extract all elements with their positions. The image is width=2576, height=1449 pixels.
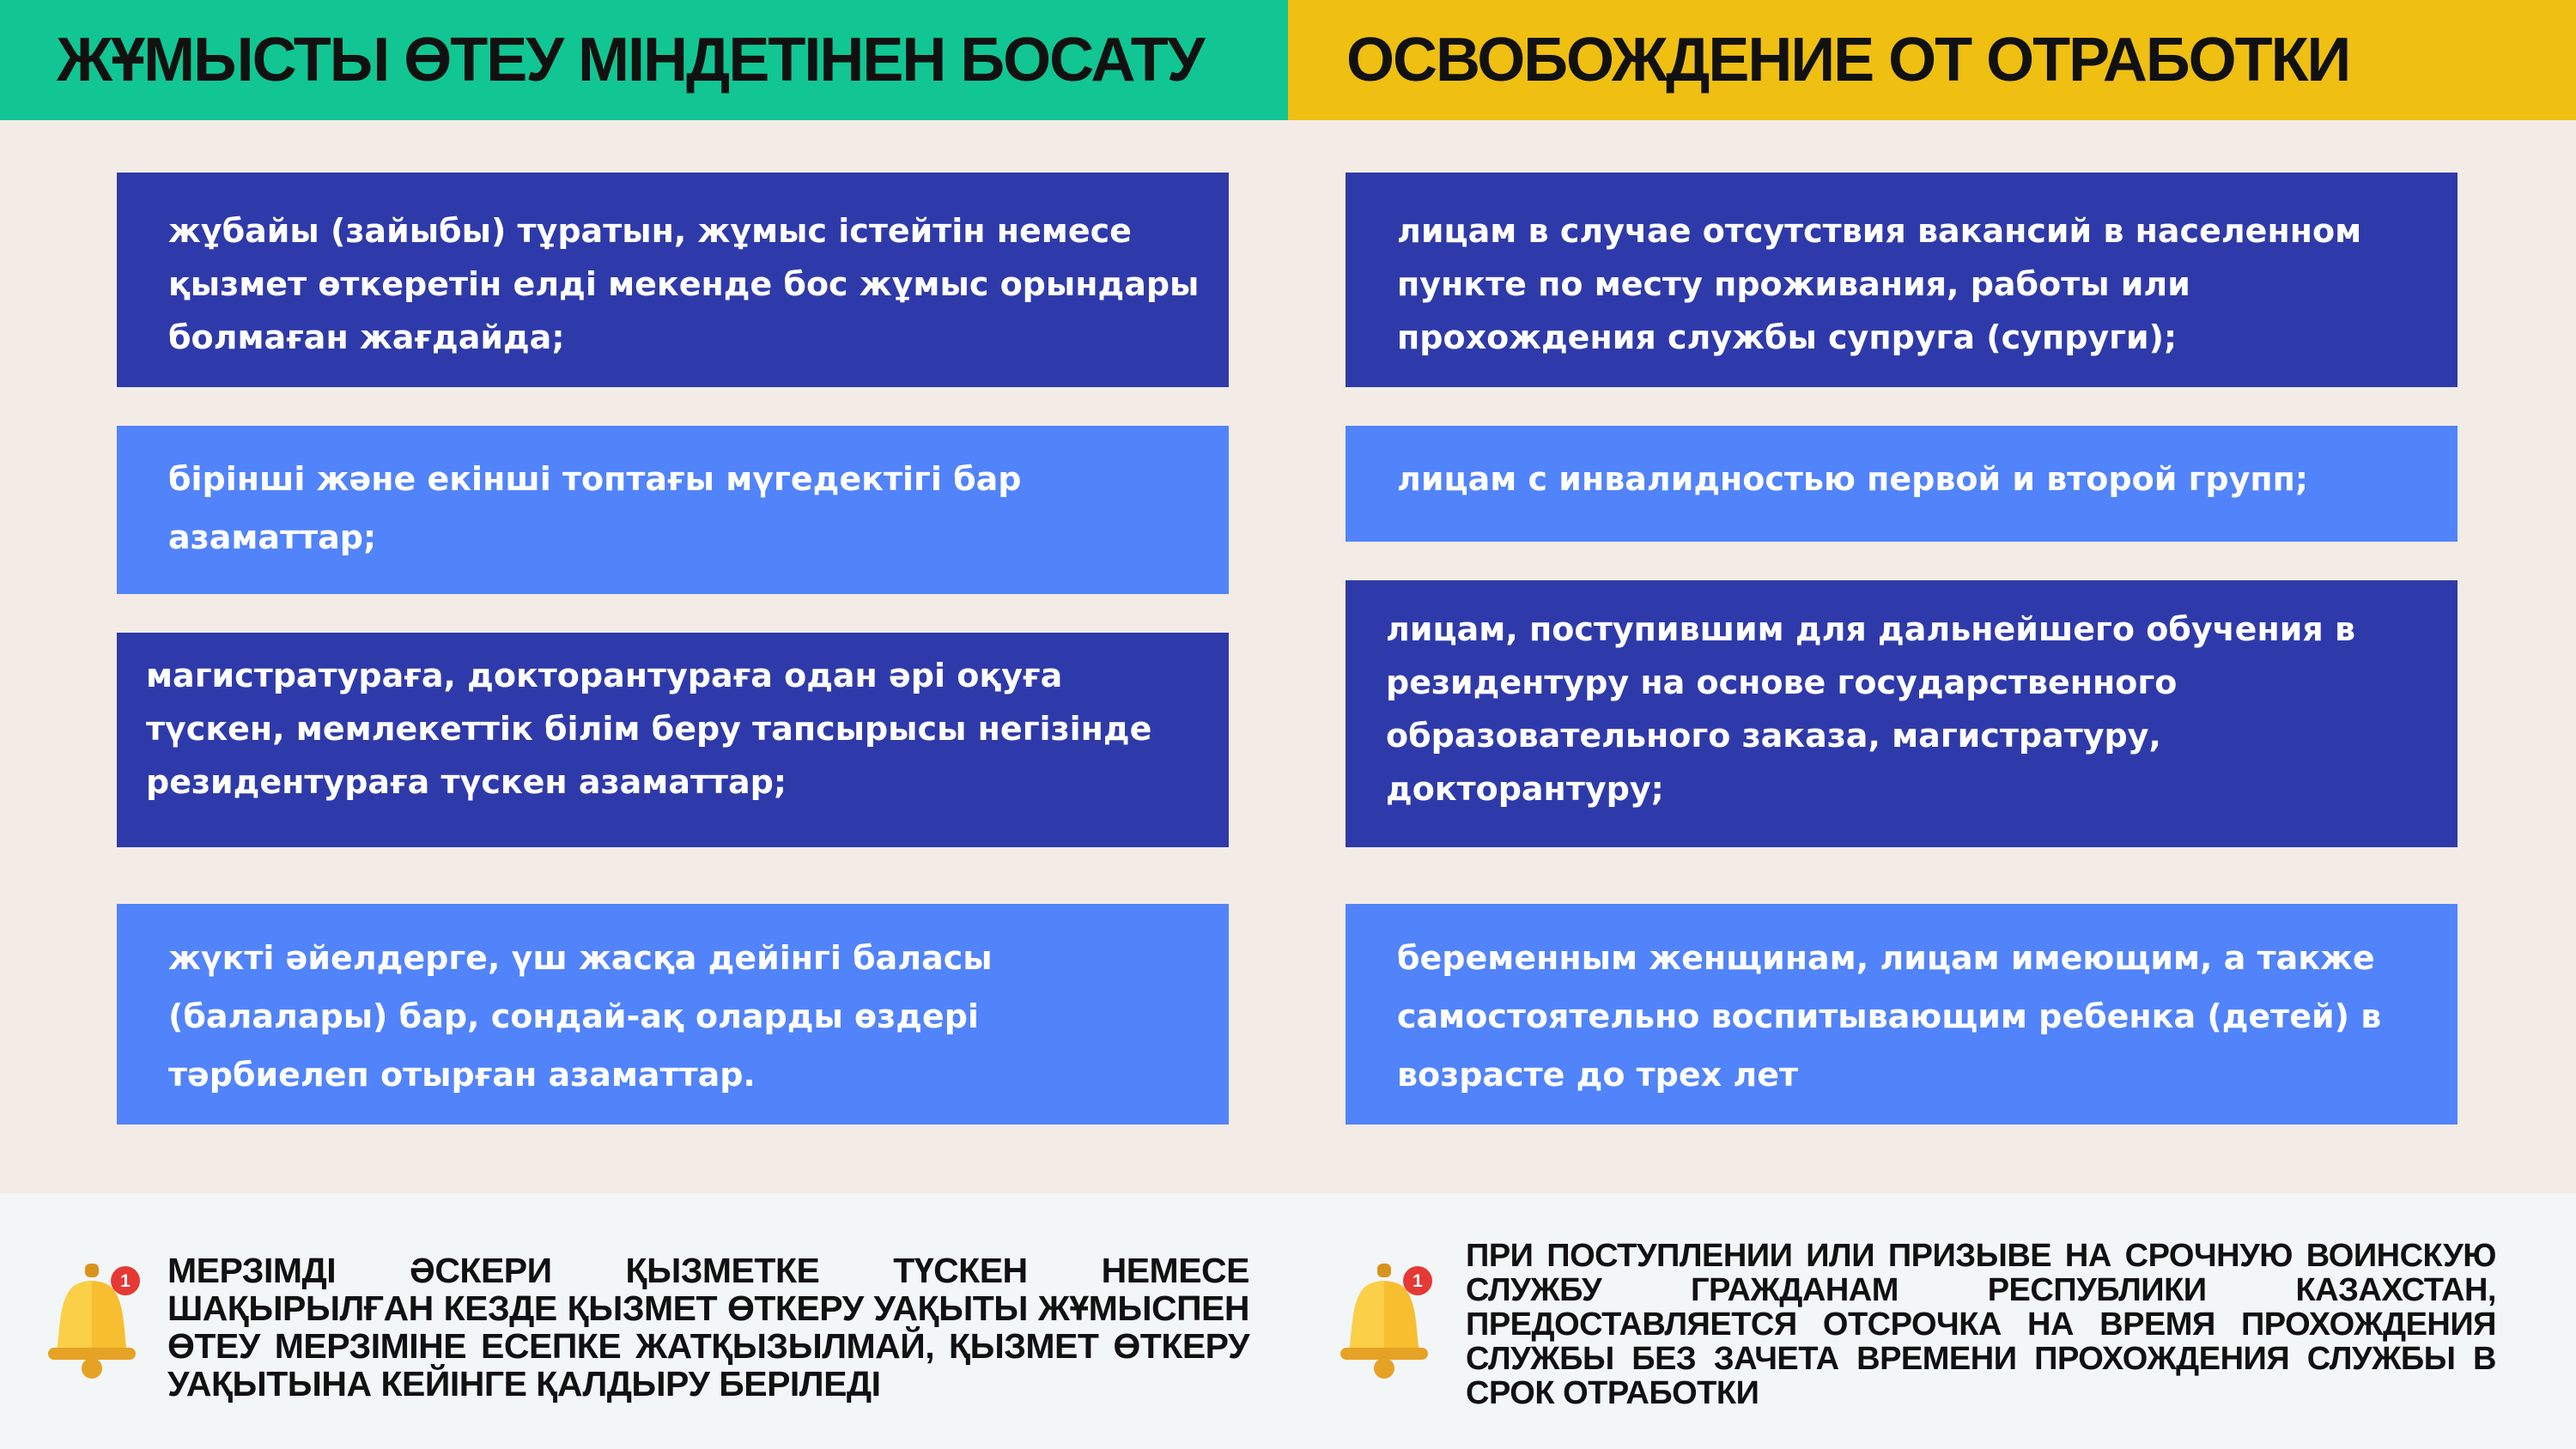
russian-item-card (1346, 580, 2458, 847)
russian-item-text: беременным женщинам, лицам имеющим, а также самостоятельно воспитывающим ребенка (детей) в возрасте до трех лет (1397, 939, 2382, 1094)
russian-title: ОСВОБОЖДЕНИЕ ОТ ОТРАБОТКИ (1346, 26, 2350, 94)
russian-item-card (1346, 173, 2458, 387)
bell-badge-count: 1 (1413, 1271, 1423, 1291)
kazakh-item-text: магистратураға, докторантураға одан әрі оқуға түскен, мемлекеттік білім беру тапсырысы негізінде резидентураға түскен азаматтар; (146, 657, 1152, 801)
kazakh-item-text: бірінші және екінші топтағы мүгедектігі бар азаматтар; (168, 460, 1022, 556)
russian-item-card (1346, 426, 2458, 542)
kazakh-item-card (117, 426, 1229, 594)
kazakh-item-card (117, 904, 1229, 1125)
kazakh-item-text: жүкті әйелдерге, үш жасқа дейінгі баласы (балалары) бар, сондай-ақ оларды өздері тәрбиелеп отырған азаматтар. (168, 939, 993, 1094)
russian-item-text: лицам в случае отсутствия вакансий в населенном пункте по месту проживания, работы или прохождения службы супруга (супруги); (1397, 212, 2362, 356)
kazakh-header-bar (0, 0, 1288, 120)
kazakh-item-card (117, 173, 1229, 387)
bell-icon (1328, 1255, 1440, 1384)
kazakh-title: ЖҰМЫСТЫ ӨТЕУ МІНДЕТІНЕН БОСАТУ (57, 26, 1204, 94)
russian-item-text: лицам с инвалидностью первой и второй групп; (1397, 460, 2309, 498)
kazakh-notice: МЕРЗІМДІ ӘСКЕРИ ҚЫЗМЕТКЕ ТҮСКЕН НЕМЕСЕ ШАҚЫРЫЛҒАН КЕЗДЕ ҚЫЗМЕТ ӨТКЕРУ УАҚЫТЫ ЖҰМЫСПЕН ӨТЕУ МЕРЗІМІНЕ ЕСЕПКЕ ЖАТҚЫЗЫЛМАЙ, ҚЫЗМЕТ ӨТКЕРУ УАҚЫТЫНА КЕЙІНГЕ ҚАЛДЫРУ БЕРІЛЕДІ (167, 1251, 1249, 1404)
russian-header-bar (1288, 0, 2576, 120)
bell-icon (36, 1255, 148, 1384)
kazakh-item-card (117, 633, 1229, 847)
russian-item-text: лицам, поступившим для дальнейшего обучения в резидентуру на основе государственного образовательного заказа, магистратуру, докторантуру; (1386, 610, 2356, 808)
kazakh-item-text: жұбайы (зайыбы) тұратын, жұмыс істейтін немесе қызмет өткеретін елді мекенде бос жұмыс орындары болмаған жағдайда; (168, 212, 1200, 356)
bell-badge-count: 1 (120, 1271, 131, 1291)
russian-item-card (1346, 904, 2458, 1125)
russian-notice: ПРИ ПОСТУПЛЕНИИ ИЛИ ПРИЗЫВЕ НА СРОЧНУЮ ВОИНСКУЮ СЛУЖБУ ГРАЖДАНАМ РЕСПУБЛИКИ КАЗАХСТАН, ПРЕДОСТАВЛЯЕТСЯ ОТСРОЧКА НА ВРЕМЯ ПРОХОЖДЕНИЯ СЛУЖБЫ БЕЗ ЗАЧЕТА ВРЕМЕНИ ПРОХОЖДЕНИЯ СЛУЖБЫ В СРОК ОТРАБОТКИ (1466, 1238, 2496, 1411)
